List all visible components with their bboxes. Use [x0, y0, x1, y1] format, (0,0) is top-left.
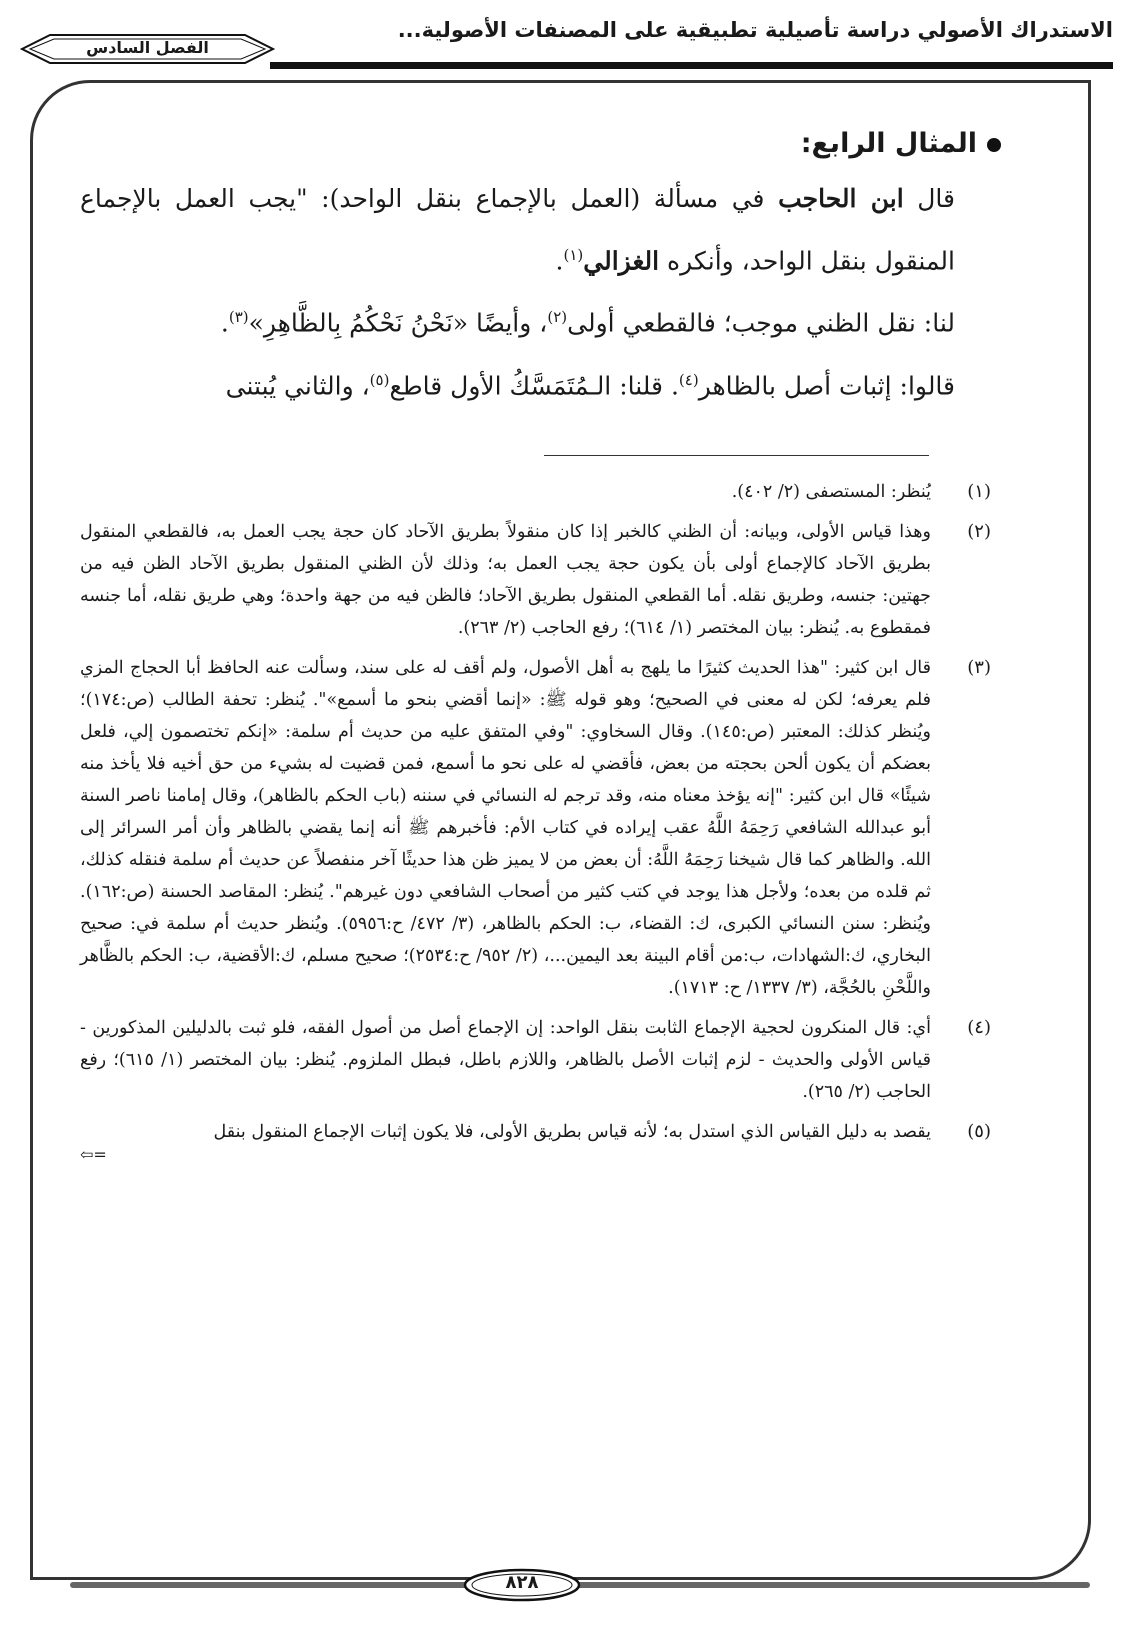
footnote-number: (٥) — [967, 1121, 991, 1142]
p1-text: قال — [903, 184, 955, 213]
footnote-ref-3[interactable]: (٣) — [228, 308, 249, 327]
footnote-separator — [544, 455, 929, 456]
page-number: ٨٢٨ — [505, 1572, 539, 1593]
footnotes — [80, 476, 991, 1170]
footnote-ref-5[interactable]: (٥) — [369, 370, 390, 389]
p2-text: لنا: نقل الظني موجب؛ فالقطعي أولى — [567, 308, 955, 338]
chapter-label: الفصل السادس — [86, 38, 209, 57]
section-heading — [80, 128, 1001, 159]
p2-end: . — [220, 308, 229, 338]
footnote-4 — [80, 1012, 991, 1108]
footnote-number: (٣) — [967, 657, 991, 678]
p1-end: . — [555, 246, 564, 276]
p3-text: قالوا: إثبات أصل بالظاهر — [698, 370, 955, 400]
footnote-text: يُنظر: المستصفى (٢/ ٤٠٢). — [731, 482, 931, 502]
chapter-tab — [20, 32, 275, 66]
footnote-number: (٤) — [967, 1017, 991, 1038]
paragraph-3 — [80, 352, 1001, 414]
bullet-icon — [987, 138, 1001, 152]
p2-text-2: ، وأيضًا «نَحْنُ نَحْكُمُ بِالظَّاهِرِ» — [248, 308, 548, 338]
footnote-text: قال ابن كثير: "هذا الحديث كثيرًا ما يلهج به أهل الأصول، ولم أقف له على سند، وسألت عنه الحافظ أبا الحجاج المزي فلم يعرفه؛ لكن له معنى في الصحيح؛ وهو قوله ﷺ: «إنما أقضي بنحو ما أسمع»". يُنظر: تحفة الطالب (ص:١٧٤)؛ ويُنظر كذلك: المعتبر (ص:١٤٥). وقال السخاوي: "وفي المتفق عليه من حديث أم سلمة: «إنكم تختصمون إلي، فلعل بعضكم أن يكون ألحن بحجته من بعض، فأقضي له على نحو ما أسمع، فمن قضيت له بشيء من حق أخيه فلا يأخذ منه شيئًا» قال ابن كثير: "إنه يؤخذ معناه منه، وقد ترجم له النسائي في سننه (باب الحكم بالظاهر)، وقال إمامنا ناصر السنة أبو عبدالله الشافعي رَحِمَهُ اللَّهُ عقب إيراده في كتاب الأم: فأخبرهم ﷺ أنه إنما يقضي بالظاهر وأن أمر السرائر إلى الله. والظاهر كما قال شيخنا رَحِمَهُ اللَّهُ: أن بعض من لا يميز ظن هذا حديثًا آخر منفصلاً عن حديث أم سلمة فنقله كذلك، ثم قلده من بعده؛ ولأجل هذا يوجد في كتب كثير من أصحاب الشافعي دون غيرهم". يُنظر: المقاصد الحسنة (ص:١٦٢). ويُنظر: سنن النسائي الكبرى، ك: القضاء، ب: الحكم بالظاهر، (٣/ ٤٧٢/ ح:٥٩٥٦). ويُنظر حديث أم سلمة في: صحيح البخاري، ك:الشهادات، ب:من أقام البينة بعد اليمين...، (٢/ ٩٥٢/ ح:٢٥٣٤)؛ صحيح مسلم، ك:الأقضية، ب: الحكم بالظَّاهر واللَّحْنِ بالحُجَّة، (٣/ ١٣٣٧/ ح: ١٧١٣). — [80, 658, 932, 998]
footnote-ref-1[interactable]: (١) — [563, 246, 584, 264]
continuation-arrow-icon: =⇦ — [80, 1145, 107, 1164]
heading-text: المثال الرابع: — [800, 128, 977, 159]
page-number-badge — [462, 1566, 582, 1604]
footnote-text: وهذا قياس الأولى، وبيانه: أن الظني كالخبر إذا كان منقولاً بطريق الآحاد كان حجة يجب العمل به، فالقطعي المنقول بطريق الآحاد كالإجماع أولى بأن يكون حجة يجب العمل به؛ وذلك لأن الظني المنقول بطريق الآحاد الظن فيه من جهتين: جنسه، وطريق نقله. أما القطعي المنقول بطريق الآحاد؛ فالظن فيه من جهة واحدة؛ وهي طريق نقله، أما جنسه فمقطوع به. يُنظر: بيان المختصر (١/ ٦١٤)؛ رفع الحاجب (٢/ ٢٦٣). — [80, 522, 931, 638]
footnote-text: أي: قال المنكرون لحجية الإجماع الثابت بنقل الواحد: إن الإجماع أصل من أصول الفقه، فلو ثبت بالدليلين المذكورين - قياس الأولى والحديث - لزم إثبات الأصل بالظاهر، واللازم باطل، فبطل الملزوم. يُنظر: بيان المختصر (١/ ٦١٥)؛ رفع الحاجب (٢/ ٢٦٥). — [80, 1018, 931, 1102]
footnote-ref-4[interactable]: (٤) — [678, 370, 699, 389]
footnote-1 — [80, 476, 991, 508]
footnote-3 — [80, 652, 991, 1004]
footnote-ref-2[interactable]: (٢) — [547, 308, 568, 327]
p1-name-ghazali: الغزالي — [583, 246, 660, 276]
p3-text-2: . قلنا: الـمُتَمَسَّكُ الأول قاطع — [389, 370, 679, 400]
paragraph-1 — [80, 171, 1001, 289]
footnote-text-body: يقصد به دليل القياس الذي استدل به؛ لأنه قياس بطريق الأولى، فلا يكون إثبات الإجماع المنقول بنقل — [213, 1122, 931, 1142]
p3-end: ، والثاني يُبتنى — [225, 370, 370, 400]
p1-text-2: في مسألة (العمل بالإجماع بنقل الواحد): "يجب العمل بالإجماع المنقول بنقل الواحد، وأنكره — [80, 184, 955, 276]
running-header-title: الاستدراك الأصولي دراسة تأصيلية تطبيقية على المصنفات الأصولية... — [397, 18, 1113, 42]
footnote-number: (٢) — [967, 521, 991, 542]
main-text — [80, 120, 1001, 414]
header-rule — [270, 62, 1113, 69]
footnote-2 — [80, 516, 991, 644]
paragraph-2 — [80, 289, 1001, 351]
footnote-5 — [80, 1116, 991, 1162]
p1-name-ibn-alhajib: ابن الحاجب — [778, 184, 904, 213]
footnote-text — [80, 1116, 931, 1162]
footnote-number: (١) — [967, 481, 991, 502]
